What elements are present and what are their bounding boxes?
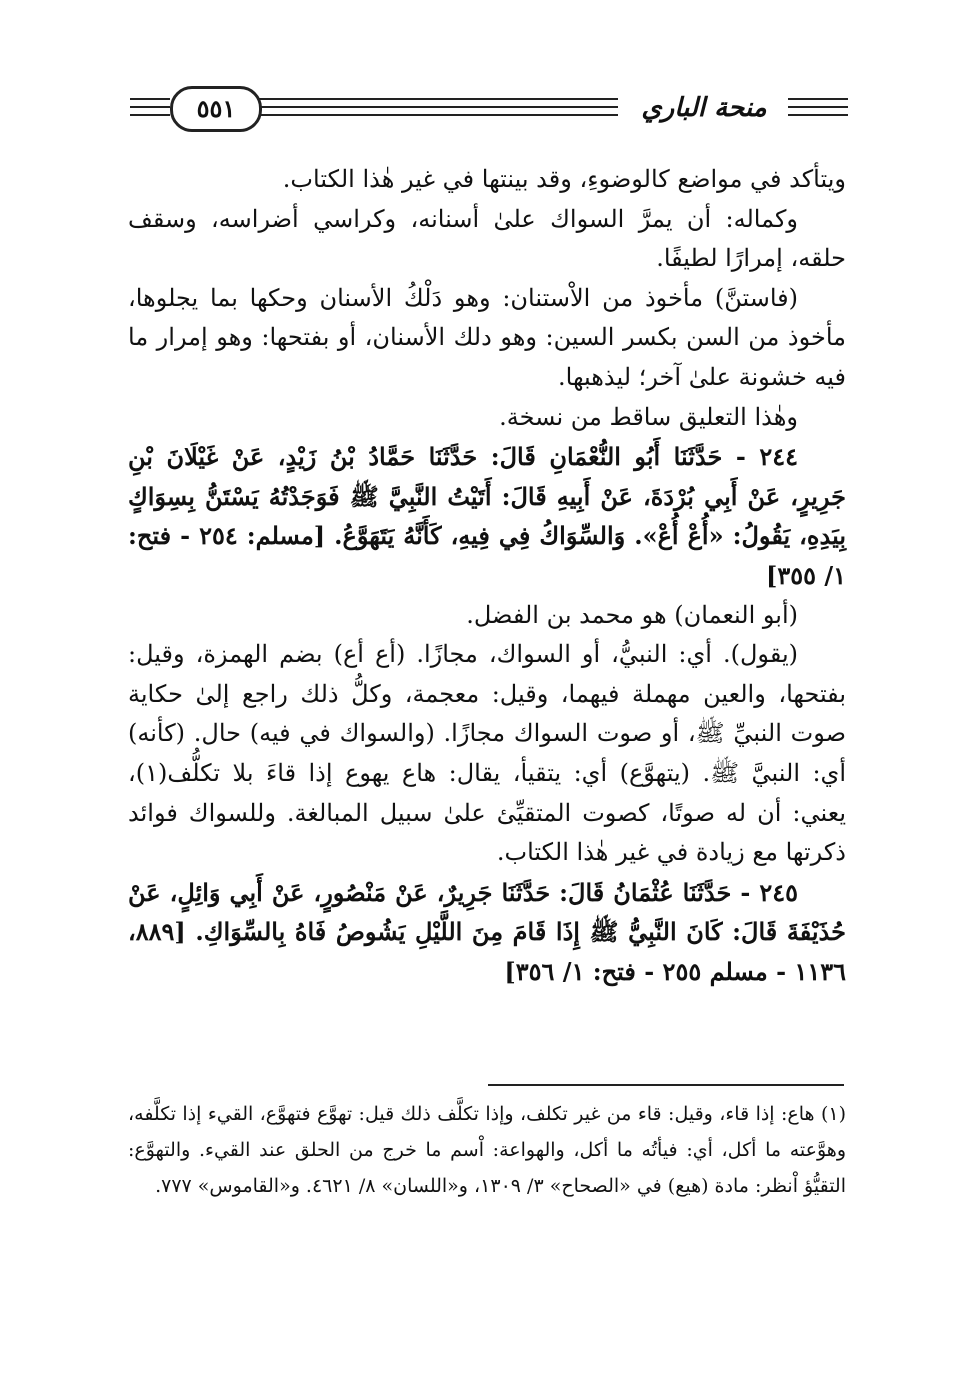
page-header: [130, 84, 848, 134]
paragraph: (فاستنَّ) مأخوذ من الاْستنان: وهو دَلْكُ الأسنان وحكها بما يجلوها، مأخوذ من السن بكسر السين: وهو دلك الأسنان، أو بفتحها: وهو إمرار ما فيه خشونة علىٰ آخر؛ ليذهبها.: [128, 283, 846, 391]
paragraph: (يقول). أي: النبيُّ، أو السواك، مجازًا. (أع أع) بضم الهمزة، وقيل: بفتحها، والعين مهملة فيهما، وقيل: معجمة، وكلُّ ذلك راجع إلىٰ حكاية صوت النبيِّ ﷺ، أو صوت السواك مجازًا. (والسواك في فيه) حال. (كأنه) أي: النبيَّ ﷺ. (يتهوَّع) أي: يتقيأ، يقال: هاع يهوع إذا قاءَ بلا تكلُّف(١)، يعني: أن له صوتًا، كصوت المتقيِّئ علىٰ سبيل المبالغة. وللسواك فوائد ذكرتها مع زيادة في غير هٰذا الكتاب.: [128, 640, 847, 867]
hadith-paragraph: ٢٤٥ - حَدَّثَنَا عُثْمَانُ قَالَ: حَدَّثَنَا جَرِيرٌ، عَنْ مَنْصُورٍ، عَنْ أَبِي وَائِلٍ، عَنْ حُذَيْفَةَ قَالَ: كَانَ النَّبِيُّ ﷺ إِذَا قَامَ مِنَ اللَّيْلِ يَشُوصُ فَاهُ بِالسِّوَاكِ. [٨٨٩، ١١٣٦ - مسلم ٢٥٥ - فتح: ١/ ٣٥٦]: [128, 877, 846, 986]
paragraph: (أبو النعمان) هو محمد بن الفضل.: [466, 600, 798, 629]
book-title: منحة الباري: [641, 93, 767, 123]
main-text: [128, 160, 846, 991]
paragraph: ويتأكد في مواضع كالوضوءِ، وقد بينتها في غير هٰذا الكتاب.: [282, 165, 846, 193]
paragraph: وكماله: أن يمرَّ السواك علىٰ أسنانه، وكراسي أضراسه، وسقف حلقه، إمرارًا لطيفًا.: [128, 204, 846, 273]
hadith-paragraph: ٢٤٤ - حَدَّثَنَا أَبُو النُّعْمَانِ قَالَ: حَدَّثَنَا حَمَّادُ بْنُ زَيْدٍ، عَنْ غَيْلَانَ بْنِ جَرِيرٍ، عَنْ أَبِي بُرْدَةَ، عَنْ أَبِيهِ قَالَ: أَتَيْتُ النَّبِيَّ ﷺ فَوَجَدْتُهُ يَسْتَنُّ بِسِوَاكٍ بِيَدِهِ، يَقُولُ: «أُعْ أُعْ». وَالسِّوَاكُ فِي فِيهِ، كَأَنَّهُ يَتَهَوَّعُ. [مسلم: ٢٥٤ - فتح: ١/ ٣٥٥]: [128, 442, 846, 590]
footnotes: [128, 1096, 846, 1204]
page-number: ٥٥١: [170, 86, 262, 132]
footnote: (١) هاع: إذا قاء، وقيل: قاء من غير تكلف، وإذا تكلَّف ذلك قيل: تهوَّع فتهوَّع، القيء إذا تكلَّفه، وهوَّعته ما أكل، أي: فيأتُه ما أكل، والهواعة: اْسم ما خرج من الحلق عند القيء. والتهوَّع: التقيُّؤ اْنظر: مادة (هيع) في «الصحاح» ٣/ ١٣٠٩، و«اللسان» ٨/ ٤٦٢١. و«القاموس» ٧٧٧.: [128, 1103, 846, 1197]
footnote-separator: [488, 1084, 844, 1086]
paragraph: وهٰذا التعليق ساقط من نسخة.: [499, 402, 798, 431]
